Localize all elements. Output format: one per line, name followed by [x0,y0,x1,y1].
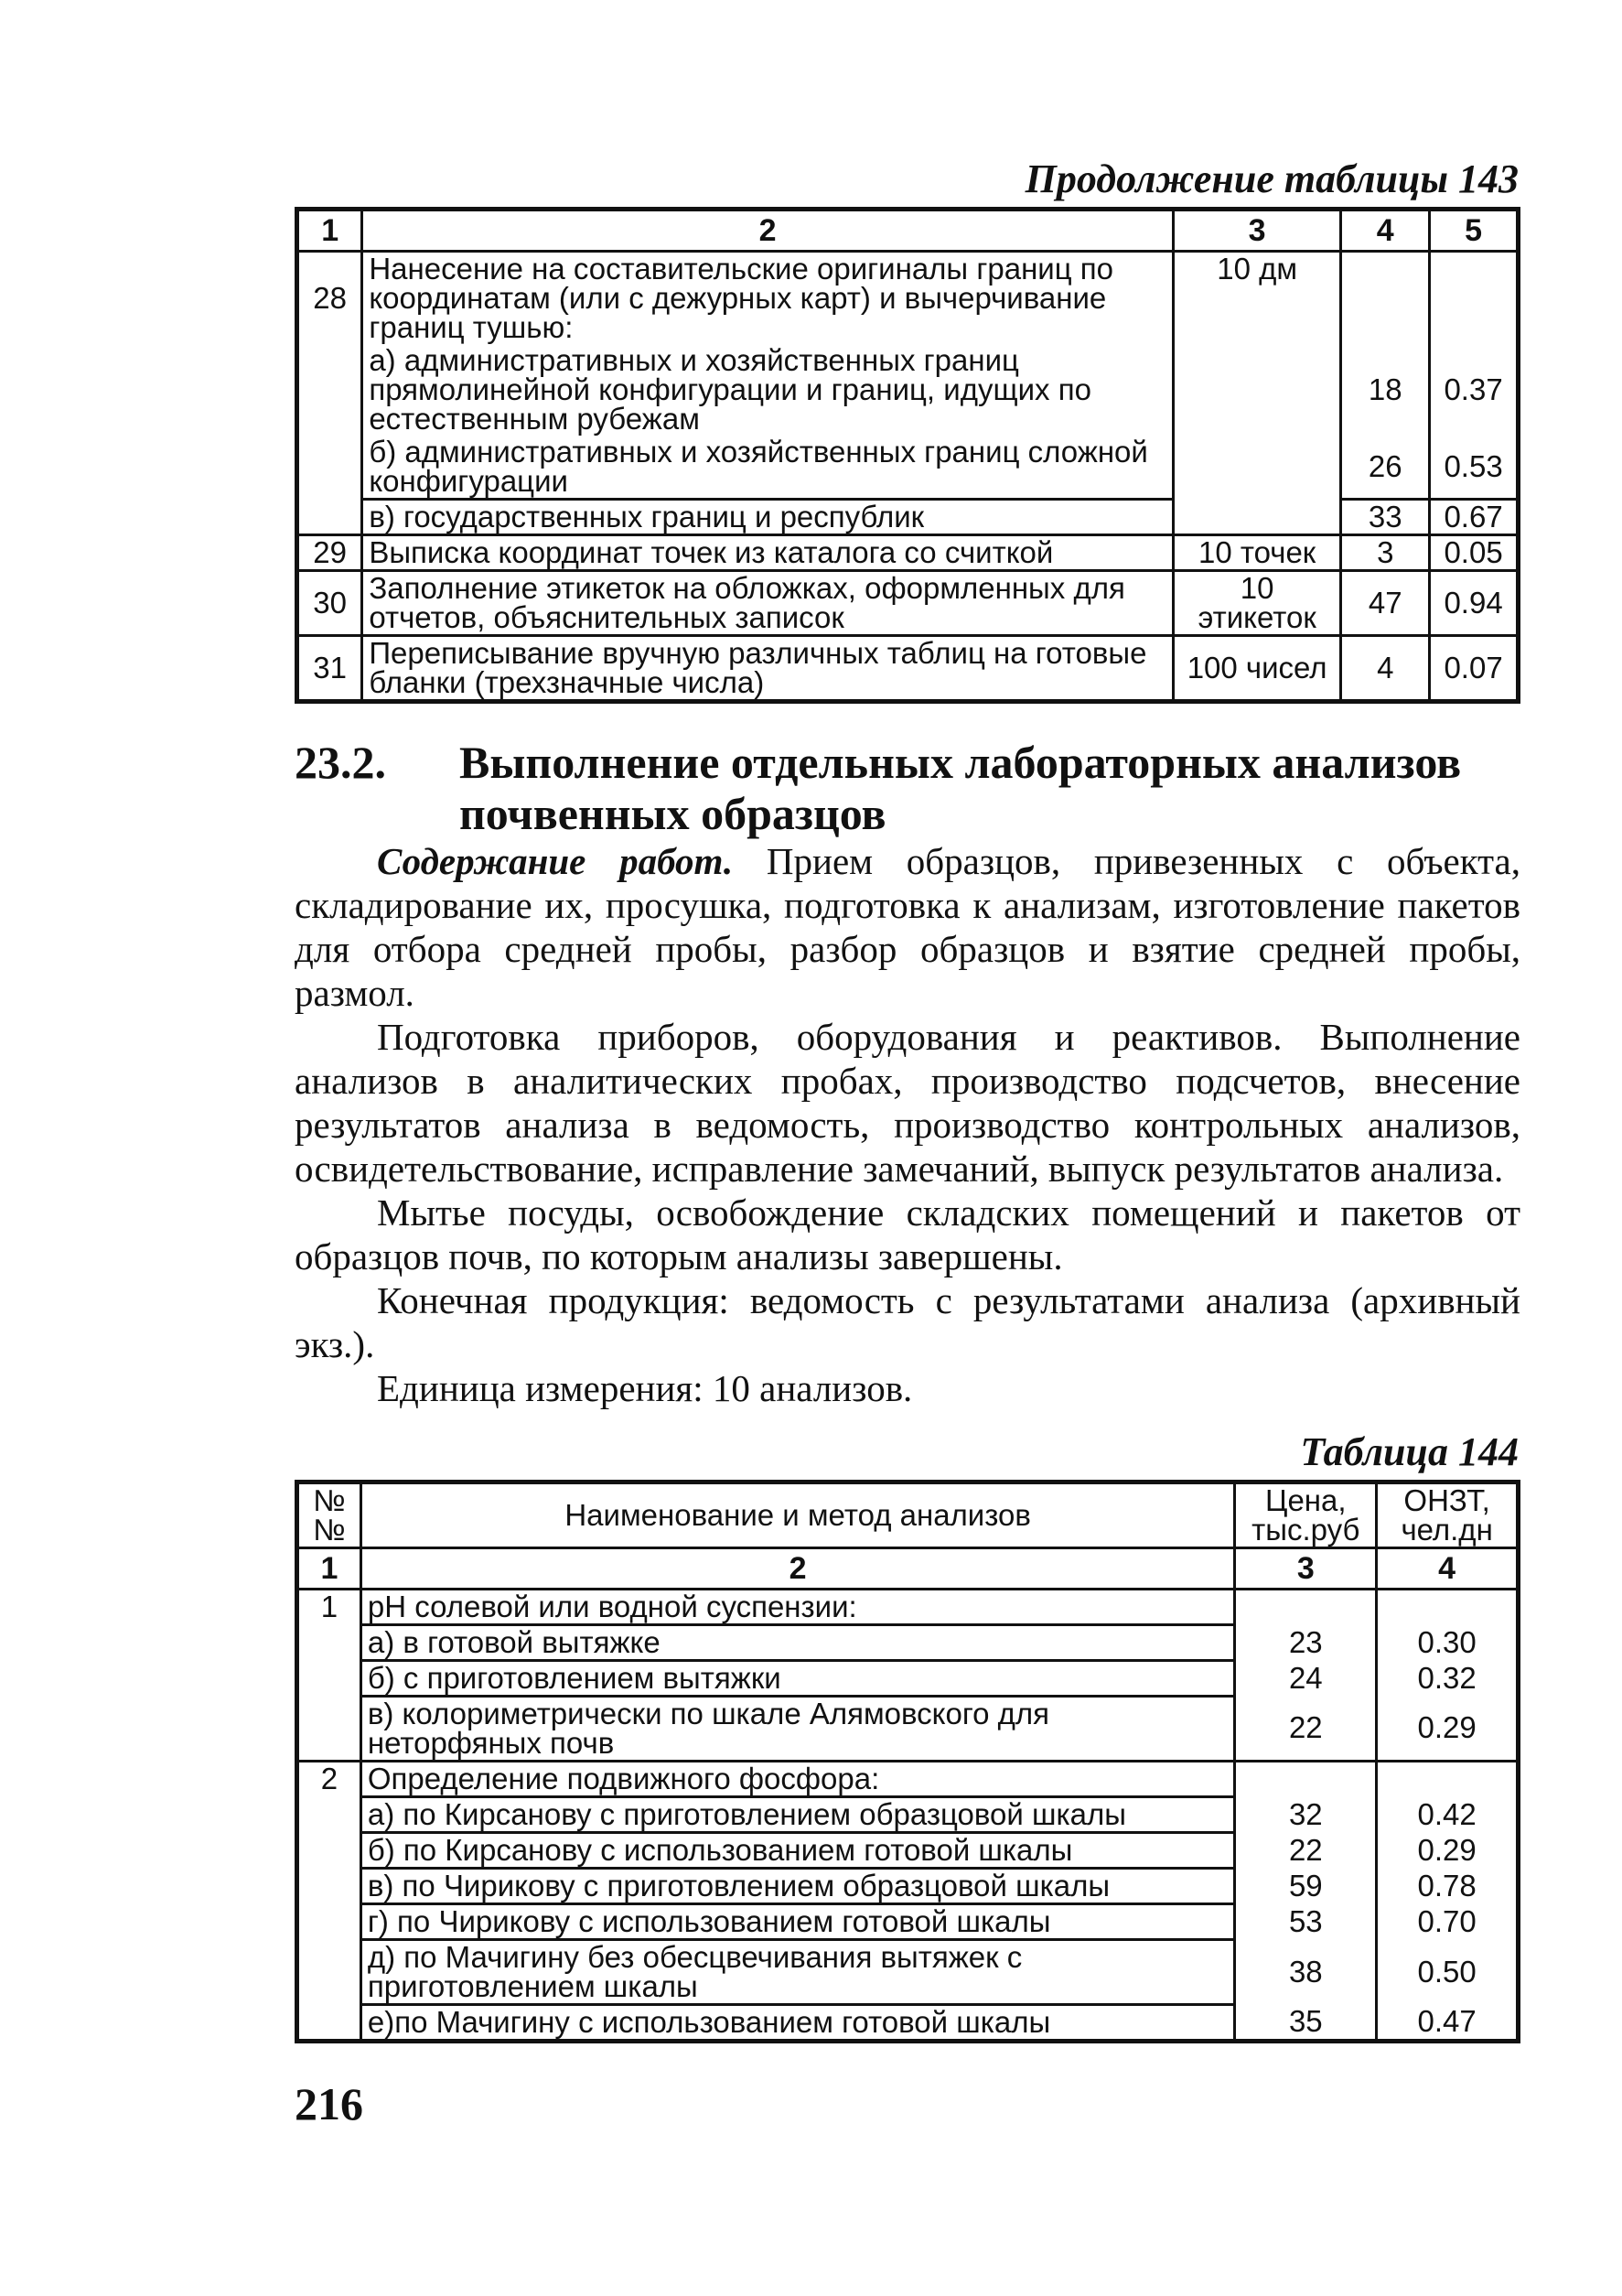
paragraph: Мытье посуды, освобождение складских помещений и пакетов от образцов почв, по которым анализы завершены. [295,1191,1520,1277]
header-name: Наименование и метод анализов [360,1482,1235,1548]
table-144-caption: Таблица 144 [1300,1429,1519,1474]
row-price [1235,1590,1377,1625]
header-cell: 2 [362,210,1174,252]
row-description: Нанесение на составительские оригиналы границ по координатам (или с дежурных карт) и вычерчивание границ тушью: [362,252,1174,345]
row-col4 [1341,252,1430,345]
row-number [297,1661,361,1697]
row-price: 23 [1235,1625,1377,1661]
table-row [297,571,1519,636]
page-number: 216 [295,2078,363,2129]
row-name: в) колориметрически по шкале Алямовского для неторфяных почв [360,1697,1235,1762]
row-price: 32 [1235,1797,1377,1833]
row-number: 30 [297,571,362,636]
row-col5 [1430,252,1519,345]
table-row [297,1833,1519,1869]
table-row [297,1869,1519,1904]
table-row [297,1762,1519,1797]
row-description: Переписывание вручную различных таблиц на готовые бланки (трехзначные числа) [362,636,1174,702]
row-description: а) административных и хозяйственных границ прямолинейной конфигурации и границ, идущих по естественным рубежам [362,344,1174,436]
row-number [297,1625,361,1661]
paragraph-unit: Единица измерения: 10 анализов. [377,1367,913,1409]
row-description: б) административных и хозяйственных границ сложной конфигурации [362,436,1174,500]
table-row [297,436,1519,500]
table-row [297,500,1519,535]
row-number [297,436,362,500]
row-name: б) с приготовлением вытяжки [360,1661,1235,1697]
paragraph: Подготовка приборов, оборудования и реактивов. Выполнение анализов в аналитических пробах, производство подсчетов, внесение результатов анализа в ведомость, производство контрольных анализов, освидетельствование, исправление замечаний, выпуск результатов анализа. [295,1016,1520,1190]
row-onzt [1377,1762,1519,1797]
row-number [297,344,362,436]
table-143-header-row [297,210,1519,252]
row-name: б) по Кирсанову с использованием готовой шкалы [360,1833,1235,1869]
table-row [297,1661,1519,1697]
index-cell: 1 [297,1548,361,1590]
table-row [297,252,1519,345]
row-col4: 33 [1341,500,1430,535]
header-cell: 1 [297,210,362,252]
table-143 [295,207,1520,704]
row-number [297,1904,361,1940]
section-heading [295,737,1520,839]
table-144 [295,1480,1520,2043]
row-description: Выписка координат точек из каталога со считкой [362,535,1174,571]
row-unit: 10 дм [1173,252,1340,345]
index-cell: 4 [1377,1548,1519,1590]
row-price: 22 [1235,1833,1377,1869]
row-number: 28 [297,252,362,345]
row-onzt: 0.29 [1377,1833,1519,1869]
row-name: а) в готовой вытяжке [360,1625,1235,1661]
table-143-caption: Продолжение таблицы 143 [1025,156,1519,201]
header-cell: 3 [1173,210,1340,252]
row-unit [1173,344,1340,436]
row-col5: 0.53 [1430,436,1519,500]
row-onzt [1377,1590,1519,1625]
row-number [297,1869,361,1904]
row-name: рН солевой или водной суспензии: [360,1590,1235,1625]
table-row [297,1904,1519,1940]
table-row [297,636,1519,702]
row-name: е)по Мачигину с использованием готовой шкалы [360,2005,1235,2042]
header-cell: 5 [1430,210,1519,252]
row-onzt: 0.42 [1377,1797,1519,1833]
row-onzt: 0.29 [1377,1697,1519,1762]
table-row [297,535,1519,571]
section-number: 23.2. [295,737,386,788]
row-col4: 26 [1341,436,1430,500]
row-onzt: 0.50 [1377,1940,1519,2005]
row-col5: 0.05 [1430,535,1519,571]
row-description: в) государственных границ и республик [362,500,1174,535]
row-number: 2 [297,1762,361,1797]
row-number: 29 [297,535,362,571]
row-number [297,1797,361,1833]
row-price: 38 [1235,1940,1377,2005]
row-price: 24 [1235,1661,1377,1697]
row-unit: 10 точек [1173,535,1340,571]
row-name: Определение подвижного фосфора: [360,1762,1235,1797]
row-number: 1 [297,1590,361,1625]
row-onzt: 0.47 [1377,2005,1519,2042]
row-onzt: 0.70 [1377,1904,1519,1940]
row-unit [1173,500,1340,535]
table-144-index-row [297,1548,1519,1590]
index-cell: 3 [1235,1548,1377,1590]
row-col4: 4 [1341,636,1430,702]
paragraph-text: Прием образцов, привезенных с объекта, складирование их, просушка, подготовка к анализам, изготовление пакетов для отбора средней пробы, разбор образцов и взятие средней пробы, размол. [295,840,1520,1014]
row-name: д) по Мачигину без обесцвечивания вытяжек с приготовлением шкалы [360,1940,1235,2005]
row-name: г) по Чирикову с использованием готовой шкалы [360,1904,1235,1940]
header-onzt: ОНЗТ, чел.дн [1377,1482,1519,1548]
row-name: а) по Кирсанову с приготовлением образцовой шкалы [360,1797,1235,1833]
paragraph-final-product: Конечная продукция: ведомость с результатами анализа (архивный экз.). [295,1279,1520,1365]
row-unit [1173,436,1340,500]
row-price [1235,1762,1377,1797]
table-144-header-row [297,1482,1519,1548]
paragraph-lead: Содержание работ. [377,840,734,882]
row-unit: 100 чисел [1173,636,1340,702]
row-onzt: 0.32 [1377,1661,1519,1697]
table-row [297,344,1519,436]
row-number [297,1833,361,1869]
row-col5: 0.94 [1430,571,1519,636]
row-col4: 3 [1341,535,1430,571]
table-row [297,1797,1519,1833]
row-price: 22 [1235,1697,1377,1762]
table-row [297,1940,1519,2005]
table-row [297,1625,1519,1661]
section-title: Выполнение отдельных лабораторных анализов почвенных образцов [459,737,1462,839]
row-unit: 10 этикеток [1173,571,1340,636]
header-cell: 4 [1341,210,1430,252]
row-name: в) по Чирикову с приготовлением образцовой шкалы [360,1869,1235,1904]
table-row [297,2005,1519,2042]
row-number [297,500,362,535]
row-price: 35 [1235,2005,1377,2042]
row-number [297,1940,361,2005]
row-col5: 0.67 [1430,500,1519,535]
row-description: Заполнение этикеток на обложках, оформленных для отчетов, объяснительных записок [362,571,1174,636]
row-col4: 47 [1341,571,1430,636]
header-price: Цена, тыс.руб [1235,1482,1377,1548]
table-row [297,1590,1519,1625]
row-number [297,2005,361,2042]
header-no: № № [297,1482,361,1548]
row-onzt: 0.30 [1377,1625,1519,1661]
index-cell: 2 [360,1548,1235,1590]
row-col5: 0.37 [1430,344,1519,436]
paragraph-work-content [295,839,1520,1015]
page [295,156,1520,2043]
row-number: 31 [297,636,362,702]
row-col4: 18 [1341,344,1430,436]
row-onzt: 0.78 [1377,1869,1519,1904]
row-col5: 0.07 [1430,636,1519,702]
row-number [297,1697,361,1762]
table-row [297,1697,1519,1762]
row-price: 59 [1235,1869,1377,1904]
row-price: 53 [1235,1904,1377,1940]
